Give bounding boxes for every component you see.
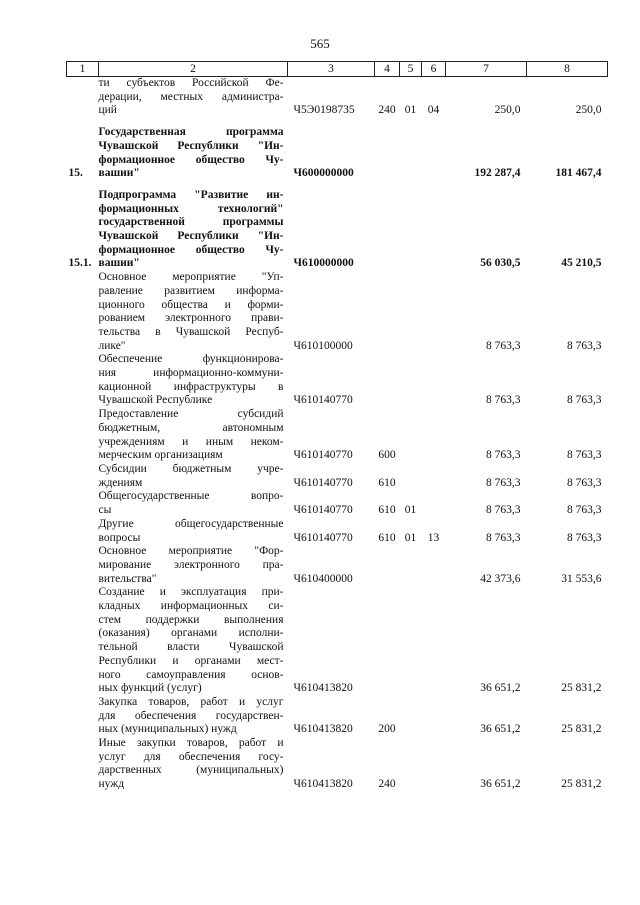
subsection bbox=[422, 126, 446, 181]
table-row bbox=[67, 353, 608, 408]
expense-type bbox=[375, 189, 400, 271]
row-name bbox=[99, 490, 288, 517]
row-name-line: ния информационно-коммуни- bbox=[98, 367, 284, 380]
row-number bbox=[67, 463, 99, 490]
section bbox=[400, 271, 422, 353]
expense-type: 240 bbox=[378, 778, 396, 791]
table-row bbox=[67, 463, 608, 490]
amount-col-7: 36 651,2 bbox=[480, 723, 521, 736]
row-name-line: лике" bbox=[98, 339, 126, 352]
header-col-2: 2 bbox=[99, 62, 288, 77]
table-row bbox=[67, 586, 608, 696]
row-number: 15.1. bbox=[68, 257, 92, 270]
budget-table bbox=[66, 61, 608, 792]
row-number bbox=[67, 518, 99, 545]
amount-col-7: 250,0 bbox=[494, 104, 521, 117]
row-name-line: государственной программы bbox=[98, 216, 284, 229]
expense-type: 200 bbox=[378, 723, 396, 736]
amount-col-7: 192 287,4 bbox=[474, 167, 521, 180]
row-number bbox=[67, 696, 99, 737]
amount-col-8: 8 763,3 bbox=[567, 449, 602, 462]
row-name bbox=[99, 586, 288, 696]
header-row bbox=[67, 62, 608, 77]
expense-type: 240 bbox=[378, 104, 396, 117]
section bbox=[400, 353, 422, 408]
target-code: Ч5Э0198735 bbox=[293, 104, 355, 117]
target-code: Ч600000000 bbox=[293, 167, 354, 180]
amount-col-8: 31 553,6 bbox=[561, 572, 602, 585]
target-code: Ч610140770 bbox=[293, 504, 353, 517]
row-number bbox=[67, 353, 99, 408]
row-number bbox=[67, 545, 99, 586]
expense-type: 610 bbox=[378, 504, 396, 517]
row-spacer-cell bbox=[67, 118, 608, 126]
amount-col-7: 42 373,6 bbox=[480, 572, 521, 585]
target-code: Ч610413820 bbox=[293, 778, 353, 791]
section bbox=[400, 696, 422, 737]
section bbox=[400, 586, 422, 696]
subsection bbox=[422, 586, 446, 696]
row-number bbox=[67, 586, 99, 696]
row-name-line: Обеспечение функционирова- bbox=[98, 353, 284, 366]
expense-type bbox=[375, 586, 400, 696]
target-code: Ч610413820 bbox=[293, 682, 353, 695]
row-name-line: Общегосударственные вопро- bbox=[98, 490, 284, 503]
subsection: 04 bbox=[427, 104, 440, 117]
amount-col-7: 8 763,3 bbox=[486, 531, 521, 544]
expense-type: 600 bbox=[378, 449, 396, 462]
row-name bbox=[99, 463, 288, 490]
row-name bbox=[99, 353, 288, 408]
row-name-line: ждениям bbox=[98, 476, 143, 489]
table-row bbox=[67, 696, 608, 737]
row-spacer bbox=[67, 118, 608, 126]
row-name-line: кладных информационных си- bbox=[98, 600, 284, 613]
subsection bbox=[422, 737, 446, 792]
subsection: 13 bbox=[427, 531, 440, 544]
row-name-line: формационное общество Чу- bbox=[98, 243, 284, 256]
target-code: Ч610140770 bbox=[293, 531, 353, 544]
row-name bbox=[99, 518, 288, 545]
row-name-line: учреждениям и иным неком- bbox=[98, 435, 284, 448]
header-col-4: 4 bbox=[375, 62, 400, 77]
subsection bbox=[422, 271, 446, 353]
target-code: Ч610140770 bbox=[293, 449, 353, 462]
row-name bbox=[99, 189, 288, 271]
row-name-line: Чувашской Республики "Ин- bbox=[98, 230, 284, 243]
amount-col-8: 25 831,2 bbox=[561, 778, 602, 791]
amount-col-7: 36 651,2 bbox=[480, 682, 521, 695]
row-name bbox=[99, 737, 288, 792]
row-name bbox=[99, 126, 288, 181]
table-row bbox=[67, 737, 608, 792]
amount-col-8: 181 467,4 bbox=[555, 167, 602, 180]
amount-col-7: 8 763,3 bbox=[486, 449, 521, 462]
row-name-line: Республики и органами мест- bbox=[98, 654, 284, 667]
expense-type bbox=[375, 545, 400, 586]
row-name-line: рованием электронного прави- bbox=[98, 312, 284, 325]
row-name-line: Создание и эксплуатация при- bbox=[98, 586, 284, 599]
target-code: Ч610140770 bbox=[293, 394, 353, 407]
row-name-line: (оказания) органами исполни- bbox=[98, 627, 284, 640]
row-name-line: ного самоуправления основ- bbox=[98, 668, 284, 681]
subsection bbox=[422, 408, 446, 463]
subsection bbox=[422, 189, 446, 271]
table-body bbox=[67, 77, 608, 792]
table-header bbox=[67, 62, 608, 77]
expense-type bbox=[375, 271, 400, 353]
row-name-line: Предоставление субсидий bbox=[98, 408, 284, 421]
row-name-line: Чувашской Республики "Ин- bbox=[98, 139, 284, 152]
expense-type: 610 bbox=[378, 476, 396, 489]
row-name-line: услуг для обеспечения госу- bbox=[98, 750, 284, 763]
amount-col-8: 8 763,3 bbox=[567, 476, 602, 489]
subsection bbox=[422, 490, 446, 517]
row-name-line: формационных технологий" bbox=[98, 202, 284, 215]
table-row bbox=[67, 408, 608, 463]
section: 01 bbox=[404, 531, 417, 544]
row-number bbox=[67, 271, 99, 353]
target-code: Ч610100000 bbox=[293, 339, 353, 352]
page-number: 565 bbox=[310, 36, 330, 51]
row-name-line: вашии" bbox=[98, 257, 140, 270]
amount-col-8: 250,0 bbox=[575, 104, 602, 117]
target-code: Ч610413820 bbox=[293, 723, 353, 736]
row-name-line: вопросы bbox=[98, 531, 141, 544]
header-col-3: 3 bbox=[288, 62, 375, 77]
row-name-line: ных (муниципальных) нужд bbox=[98, 723, 237, 736]
amount-col-8: 8 763,3 bbox=[567, 504, 602, 517]
amount-col-8: 25 831,2 bbox=[561, 723, 602, 736]
row-spacer-cell bbox=[67, 181, 608, 189]
target-code: Ч610400000 bbox=[293, 572, 353, 585]
amount-col-7: 8 763,3 bbox=[486, 339, 521, 352]
section bbox=[400, 463, 422, 490]
row-name-line: формационное общество Чу- bbox=[98, 153, 284, 166]
row-name-line: Основное мероприятие "Уп- bbox=[98, 271, 284, 284]
amount-col-8: 8 763,3 bbox=[567, 339, 602, 352]
section bbox=[400, 126, 422, 181]
row-name-line: Другие общегосударственные bbox=[98, 517, 284, 530]
row-name-line: для обеспечения государствен- bbox=[98, 709, 284, 722]
row-number bbox=[67, 737, 99, 792]
row-name-line: ных функций (услуг) bbox=[98, 682, 202, 695]
section: 01 bbox=[404, 104, 417, 117]
header-col-6: 6 bbox=[422, 62, 446, 77]
header-col-7: 7 bbox=[446, 62, 527, 77]
row-name-line: мирование электронного пра- bbox=[98, 558, 284, 571]
row-number: 15. bbox=[68, 167, 83, 180]
row-name-line: равление развитием информа- bbox=[98, 284, 284, 297]
row-name-line: тельной власти Чувашской bbox=[98, 641, 284, 654]
section: 01 bbox=[404, 504, 417, 517]
amount-col-7: 8 763,3 bbox=[486, 394, 521, 407]
row-name-line: Основное мероприятие "Фор- bbox=[98, 545, 284, 558]
row-name-line: Подпрограмма "Развитие ин- bbox=[98, 188, 284, 201]
row-name bbox=[99, 77, 288, 119]
row-name-line: Государственная программа bbox=[98, 126, 284, 139]
row-name-line: вашии" bbox=[98, 167, 140, 180]
row-name-line: ций bbox=[98, 104, 117, 117]
section bbox=[400, 408, 422, 463]
subsection bbox=[422, 545, 446, 586]
amount-col-8: 8 763,3 bbox=[567, 394, 602, 407]
amount-col-8: 25 831,2 bbox=[561, 682, 602, 695]
header-col-5: 5 bbox=[400, 62, 422, 77]
table-row bbox=[67, 271, 608, 353]
row-name-line: кационной инфраструктуры в bbox=[98, 380, 284, 393]
row-name-line: ти субъектов Российской Фе- bbox=[98, 77, 284, 89]
row-number bbox=[67, 408, 99, 463]
amount-col-7: 56 030,5 bbox=[480, 257, 521, 270]
amount-col-7: 8 763,3 bbox=[486, 504, 521, 517]
table-row bbox=[67, 77, 608, 119]
row-name-line: стем поддержки выполнения bbox=[98, 613, 284, 626]
row-name-line: вительства" bbox=[98, 572, 157, 585]
table-row bbox=[67, 189, 608, 271]
amount-col-7: 36 651,2 bbox=[480, 778, 521, 791]
expense-type bbox=[375, 353, 400, 408]
header-col-1: 1 bbox=[67, 62, 99, 77]
row-name-line: бюджетным, автономным bbox=[98, 421, 284, 434]
row-name-line: сы bbox=[98, 504, 112, 517]
row-name-line: мерческим организациям bbox=[98, 449, 223, 462]
row-name-line: Субсидии бюджетным учре- bbox=[98, 462, 284, 475]
amount-col-7: 8 763,3 bbox=[486, 476, 521, 489]
target-code: Ч610000000 bbox=[293, 257, 354, 270]
amount-col-8: 8 763,3 bbox=[567, 531, 602, 544]
subsection bbox=[422, 353, 446, 408]
row-name-line: Чувашской Республике bbox=[98, 394, 213, 407]
expense-type: 610 bbox=[378, 531, 396, 544]
section bbox=[400, 545, 422, 586]
row-name bbox=[99, 696, 288, 737]
row-name bbox=[99, 545, 288, 586]
subsection bbox=[422, 463, 446, 490]
row-name-line: ционного общества и форми- bbox=[98, 298, 284, 311]
header-col-8: 8 bbox=[527, 62, 608, 77]
section bbox=[400, 189, 422, 271]
expense-type bbox=[375, 126, 400, 181]
row-name bbox=[99, 408, 288, 463]
table-row bbox=[67, 490, 608, 517]
subsection bbox=[422, 696, 446, 737]
table-row bbox=[67, 126, 608, 181]
row-name-line: Иные закупки товаров, работ и bbox=[98, 737, 284, 750]
row-name bbox=[99, 271, 288, 353]
row-number bbox=[67, 490, 99, 517]
section bbox=[400, 737, 422, 792]
row-number bbox=[67, 77, 99, 119]
row-name-line: тельства в Чувашской Респуб- bbox=[98, 325, 284, 338]
row-name-line: дерации, местных администра- bbox=[98, 90, 284, 103]
row-name-line: дарственных (муниципальных) bbox=[98, 764, 284, 777]
row-name-line: Закупка товаров, работ и услуг bbox=[98, 695, 284, 708]
table-row bbox=[67, 545, 608, 586]
table-row bbox=[67, 518, 608, 545]
row-spacer bbox=[67, 181, 608, 189]
row-name-line: нужд bbox=[98, 778, 125, 791]
target-code: Ч610140770 bbox=[293, 476, 353, 489]
amount-col-8: 45 210,5 bbox=[561, 257, 602, 270]
